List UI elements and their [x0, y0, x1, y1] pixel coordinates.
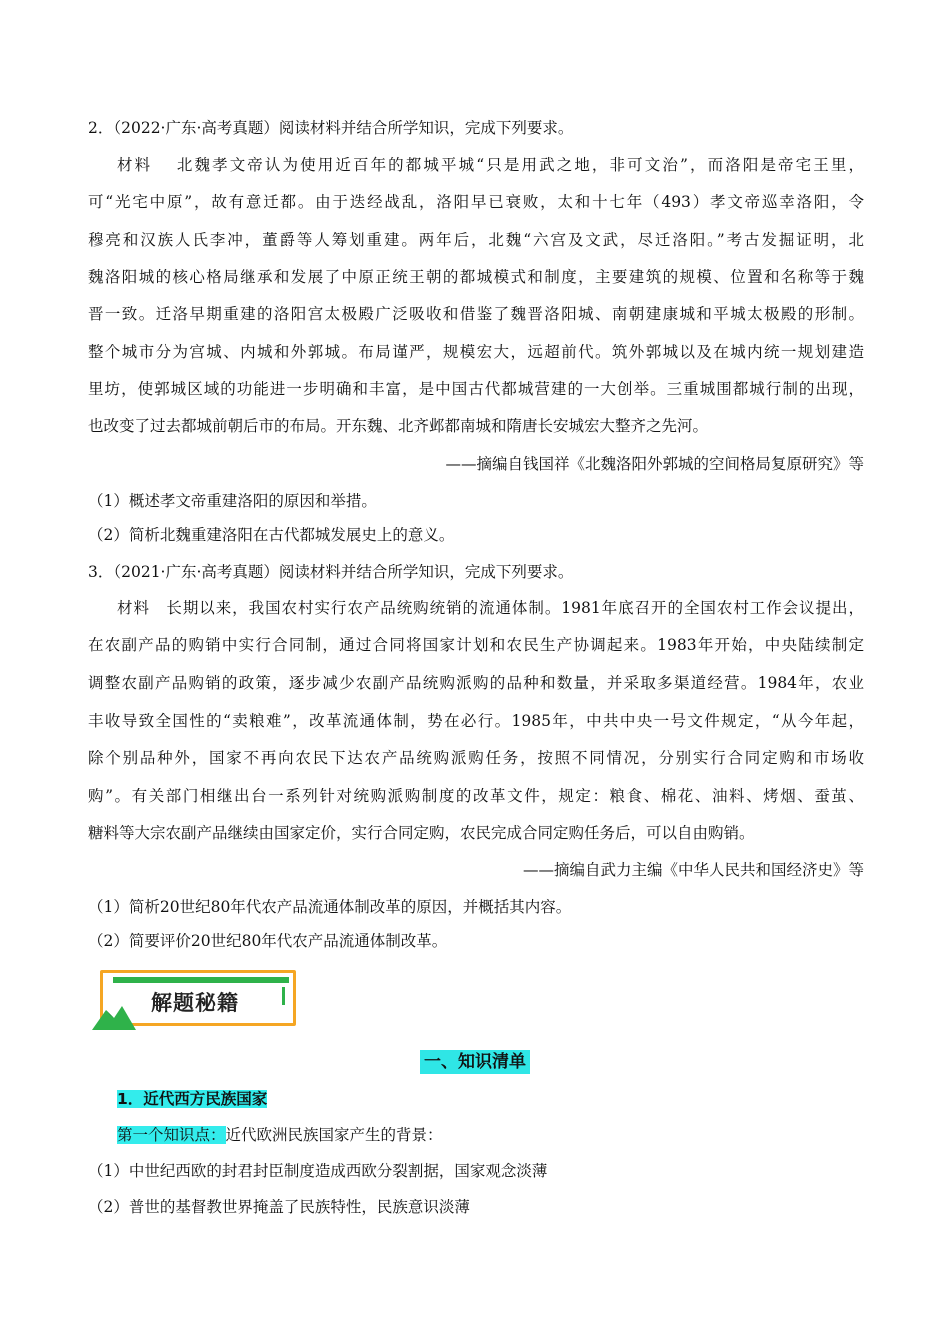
section-title: 一、知识清单	[420, 1050, 530, 1074]
q2-question-2: （2）简析北魏重建洛阳在古代都城发展史上的意义。	[88, 526, 455, 544]
q2-material-line: 魏洛阳城的核心格局继承和发展了中原正统王朝的都城模式和制度，主要建筑的规模、位置和名称等于魏	[88, 268, 864, 286]
knowledge-item: （2）普世的基督教世界掩盖了民族特性，民族意识淡薄	[88, 1198, 470, 1216]
q3-material-line: 材料 长期以来，我国农村实行农产品统购统销的流通体制。1981年底召开的全国农村工作会议提出，	[117, 599, 864, 617]
q2-header: 2．（2022·广东·高考真题）阅读材料并结合所学知识，完成下列要求。	[88, 119, 574, 137]
knowledge-point-label: 第一个知识点：	[117, 1126, 226, 1144]
q2-material-line: 也改变了过去都城前朝后市的布局。开东魏、北齐邺都南城和隋唐长安城宏大整齐之先河。	[88, 417, 709, 435]
subsection-title: 1．近代西方民族国家	[117, 1090, 268, 1108]
badge-green-mark	[282, 987, 285, 1005]
q3-material-line: 丰收导致全国性的“卖粮难”，改革流通体制，势在必行。1985年，中共中央一号文件规定，“从今年起，	[88, 712, 864, 730]
q2-question-1: （1）概述孝文帝重建洛阳的原因和举措。	[88, 492, 377, 510]
badge-title: 解题秘籍	[151, 991, 239, 1015]
q3-material-line: 除个别品种外，国家不再向农民下达农产品统购派购任务，按照不同情况，分别实行合同定购和市场收	[88, 749, 864, 767]
q3-material-line: 糖料等大宗农副产品继续由国家定价，实行合同定购，农民完成合同定购任务后，可以自由购销。	[88, 824, 755, 842]
q3-header: 3．（2021·广东·高考真题）阅读材料并结合所学知识，完成下列要求。	[88, 563, 574, 581]
q2-material-line: 晋一致。迁洛早期重建的洛阳宫太极殿广泛吸收和借鉴了魏晋洛阳城、南朝建康城和平城太极殿的形制。	[88, 305, 864, 323]
q2-material-line: 材料 北魏孝文帝认为使用近百年的都城平城“只是用武之地，非可文治”，而洛阳是帝宅王里，	[117, 156, 864, 174]
q3-material-line: 调整农副产品购销的政策，逐步减少农副产品统购派购的品种和数量，并采取多渠道经营。1984年，农业	[88, 674, 864, 692]
mountain-icon	[92, 1000, 142, 1030]
q2-material-line: 可“光宅中原”，故有意迁都。由于迭经战乱，洛阳早已衰败，太和十七年（493）孝文帝巡幸洛阳，令	[88, 193, 864, 211]
q3-material-line: 购”。有关部门相继出台一系列针对统购派购制度的改革文件，规定：粮食、棉花、油料、烤烟、蚕茧、	[88, 787, 864, 805]
q3-material-line: 在农副产品的购销中实行合同制，通过合同将国家计划和农民生产协调起来。1983年开始，中央陆续制定	[88, 636, 864, 654]
knowledge-item: （1）中世纪西欧的封君封臣制度造成西欧分裂割据，国家观念淡薄	[88, 1162, 548, 1180]
badge-green-bar	[113, 977, 289, 983]
q3-question-1: （1）简析20世纪80年代农产品流通体制改革的原因，并概括其内容。	[88, 898, 572, 916]
q3-question-2: （2）简要评价20世纪80年代农产品流通体制改革。	[88, 932, 448, 950]
q2-material-line: 整个城市分为宫城、内城和外郭城。布局谨严，规模宏大，远超前代。筑外郭城以及在城内统一规划建造	[88, 343, 864, 361]
knowledge-point-text: 近代欧洲民族国家产生的背景：	[225, 1126, 443, 1144]
q2-material-line: 穆亮和汉族人氏李冲，董爵等人筹划重建。两年后，北魏“六宫及文武，尽迁洛阳。”考古发掘证明，北	[88, 231, 864, 249]
knowledge-point	[117, 1124, 717, 1146]
section-title-wrap	[0, 1050, 950, 1074]
q2-material-line: 里坊，使郭城区域的功能进一步明确和丰富，是中国古代都城营建的一大创举。三重城围都城行制的出现，	[88, 380, 864, 398]
section-badge	[92, 968, 296, 1030]
q3-source: ——摘编自武力主编《中华人民共和国经济史》等	[522, 861, 864, 879]
subsection-title-wrap	[117, 1088, 517, 1110]
q2-source: ——摘编自钱国祥《北魏洛阳外郭城的空间格局复原研究》等	[445, 455, 864, 473]
